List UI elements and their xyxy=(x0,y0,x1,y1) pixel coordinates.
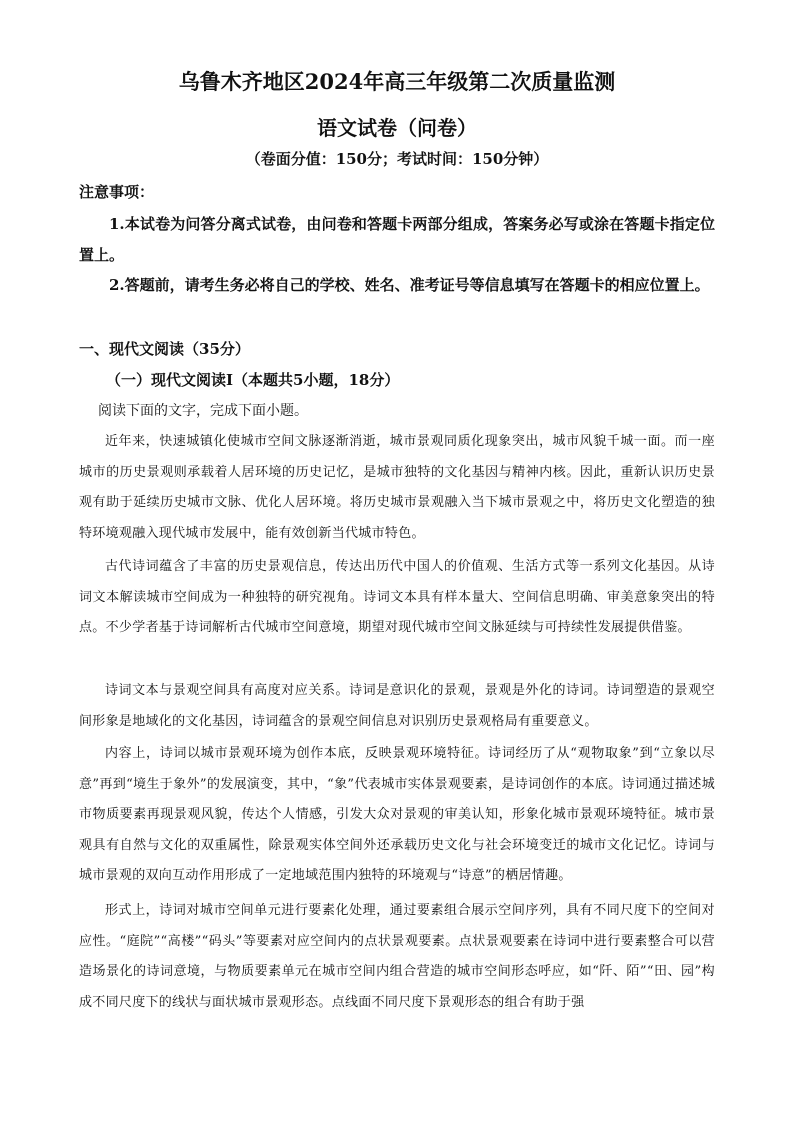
notes-heading: 注意事项： xyxy=(79,183,155,201)
passage-paragraph: 内容上，诗词以城市景观环境为创作本底，反映景观环境特征。诗词经历了从“观物取象”到“立象以尽意”再到“境生于象外”的发展演变，其中，“象”代表城市实体景观要素，是诗词创作的本底。诗词通过描述城市物质要素再现景观风貌，传达个人情感，引发大众对景观的审美认知，形象化城市景观环境特征。城市景观具有自然与文化的双重属性，除景观实体空间外还承载历史文化与社会环境变迁的城市文化记忆。诗词与城市景观的双向互动作用形成了一定地域范围内独特的环境观与“诗意”的栖居情趣。 xyxy=(79,746,715,883)
exam-info: （卷面分值：150分；考试时间：150分钟） xyxy=(245,150,549,168)
exam-title: 乌鲁木齐地区2024年高三年级第二次质量监测 xyxy=(178,69,616,94)
note-item: 1.本试卷为问答分离式试卷，由问卷和答题卡两部分组成，答案务必写或涂在答题卡指定位置上。 xyxy=(79,215,715,264)
reading-instruction: 阅读下面的文字，完成下面小题。 xyxy=(98,403,308,419)
subsection-heading: （一）现代文阅读Ⅰ（本题共5小题，18分） xyxy=(106,371,400,389)
passage-paragraph: 诗词文本与景观空间具有高度对应关系。诗词是意识化的景观，景观是外化的诗词。诗词塑造的景观空间形象是地域化的文化基因，诗词蕴含的景观空间信息对识别历史景观格局有重要意义。 xyxy=(79,683,715,729)
section-heading: 一、现代文阅读（35分） xyxy=(79,340,250,358)
passage-paragraph: 古代诗词蕴含了丰富的历史景观信息，传达出历代中国人的价值观、生活方式等一系列文化基因。从诗词文本解读城市空间成为一种独特的研究视角。诗词文本具有样本量大、空间信息明确、审美意象突出的特点。不少学者基于诗词解析古代城市空间意境，期望对现代城市空间文脉延续与可持续性发展提供借鉴。 xyxy=(79,559,715,635)
exam-subtitle: 语文试卷（问卷） xyxy=(317,116,477,140)
note-item: 2.答题前，请考生务必将自己的学校、姓名、准考证号等信息填写在答题卡的相应位置上。 xyxy=(109,276,710,294)
passage-paragraph: 形式上，诗词对城市空间单元进行要素化处理，通过要素组合展示空间序列，具有不同尺度下的空间对应性。“庭院”“高楼”“码头”等要素对应空间内的点状景观要素。点状景观要素在诗词中进行要素整合可以营造场景化的诗词意境，与物质要素单元在城市空间内组合营造的城市空间形态呼应，如“阡、陌”“田、园”构成不同尺度下的线状与面状城市景观形态。点线面不同尺度下景观形态的组合有助于强 xyxy=(79,903,715,1010)
passage-paragraph: 近年来，快速城镇化使城市空间文脉逐渐消逝，城市景观同质化现象突出，城市风貌千城一面。而一座城市的历史景观则承载着人居环境的历史记忆，是城市独特的文化基因与精神内核。因此，重新认识历史景观有助于延续历史城市文脉、优化人居环境。将历史城市景观融入当下城市景观之中，将历史文化塑造的独特环境观融入现代城市发展中，能有效创新当代城市特色。 xyxy=(79,434,715,541)
